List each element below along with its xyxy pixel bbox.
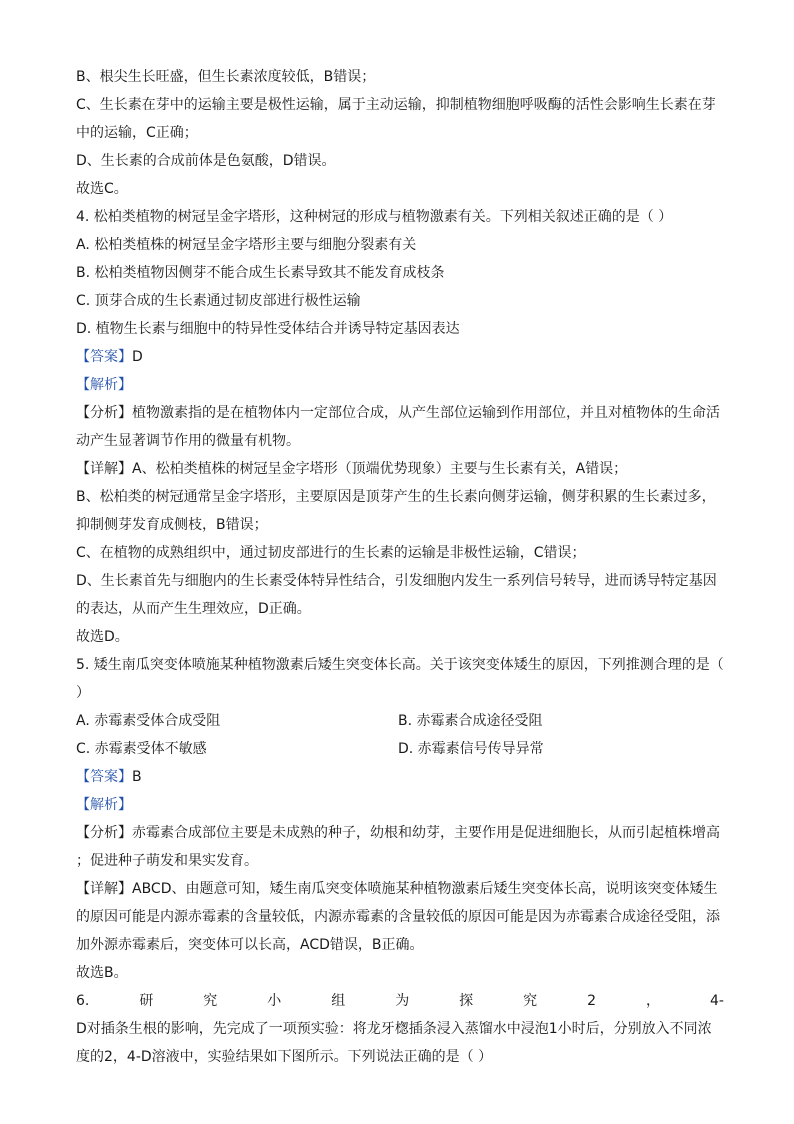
detail-paragraph <box>76 455 724 483</box>
detail-tag: 【详解】 <box>76 461 132 477</box>
text-line: D、生长素首先与细胞内的生长素受体特异性结合，引发细胞内发生一系列信号转导，进而诱导特定基因 <box>76 573 717 589</box>
text-line: 动产生显著调节作用的微量有机物。 <box>76 433 300 449</box>
text-line: ；促进种子萌发和果实发育。 <box>76 853 258 869</box>
fenxi-text: 植物激素指的是在植物体内一定部位合成，从产生部位运输到作用部位，并且对植物体的生命活 <box>132 405 720 421</box>
analysis-paragraph <box>76 399 724 427</box>
question-6-stem-justified <box>76 987 724 1015</box>
question-4-option-a: A. 松柏类植株的树冠呈金字塔形主要与细胞分裂素有关 <box>76 237 417 253</box>
detail-paragraph <box>76 875 724 903</box>
question-5-answer <box>76 763 724 791</box>
question-5-option-b: B. 赤霉素合成途径受阻 <box>398 713 543 729</box>
detail-tag: 【详解】 <box>76 881 132 897</box>
stem-word: 组 <box>331 993 346 1009</box>
text-line: B、松柏类的树冠通常呈金字塔形，主要原因是顶芽产生的生长素向侧芽运输，侧芽积累的生长素过多， <box>76 489 716 505</box>
text-line: 中的运输，C正确； <box>76 125 198 141</box>
analysis-heading: 【解析】 <box>76 797 132 813</box>
question-5-stem: 5. 矮生南瓜突变体喷施某种植物激素后矮生突变体长高。关于该突变体矮生的原因，下列推测合理的是（ <box>76 657 724 673</box>
question-4-stem: 4. 松柏类植物的树冠呈金字塔形，这种树冠的形成与植物激素有关。下列相关叙述正确的是（ ） <box>76 209 673 225</box>
stem-word: 4- <box>709 993 724 1009</box>
question-5-options-row <box>76 707 724 735</box>
answer-tag: 【答案】 <box>76 769 132 785</box>
fenxi-tag: 【分析】 <box>76 405 132 421</box>
question-5-options-row <box>76 735 724 763</box>
stem-word: 究 <box>523 993 538 1009</box>
stem-word: 2 <box>587 993 597 1009</box>
fenxi-text: 赤霉素合成部位主要是未成熟的种子，幼根和幼芽，主要作用是促进细胞长，从而引起植株增高 <box>132 825 720 841</box>
stem-word: 6. <box>76 993 90 1009</box>
text-line: 故选C。 <box>76 181 128 197</box>
analysis-paragraph <box>76 819 724 847</box>
detail-text: A、松柏类植株的树冠呈金字塔形（顶端优势现象）主要与生长素有关，A错误； <box>132 461 628 477</box>
text-line: 加外源赤霉素后，突变体可以长高，ACD错误，B正确。 <box>76 937 424 953</box>
stem-word: 小 <box>267 993 282 1009</box>
question-5-option-c: C. 赤霉素受体不敏感 <box>76 741 207 757</box>
text-line: B、根尖生长旺盛，但生长素浓度较低，B错误； <box>76 69 376 85</box>
stem-word: 究 <box>203 993 218 1009</box>
text-line: D、生长素的合成前体是色氨酸，D错误。 <box>76 153 336 169</box>
text-line: D对插条生根的影响，先完成了一项预实验：将龙牙楤插条浸入蒸馏水中浸泡1小时后，分别放入不同浓 <box>76 1021 712 1037</box>
question-4-answer <box>76 343 724 371</box>
stem-word: ， <box>646 993 660 1009</box>
text-line: C、生长素在芽中的运输主要是极性运输，属于主动运输，抑制植物细胞呼吸酶的活性会影响生长素在芽 <box>76 97 716 113</box>
text-line: ） <box>76 685 90 701</box>
text-line: 故选D。 <box>76 629 129 645</box>
text-line: 抑制侧芽发育成侧枝，B错误； <box>76 517 268 533</box>
answer-value: B <box>132 769 142 785</box>
question-4-option-c: C. 顶芽合成的生长素通过韧皮部进行极性运输 <box>76 293 361 309</box>
analysis-heading: 【解析】 <box>76 377 132 393</box>
text-line: 的原因可能是内源赤霉素的含量较低，内源赤霉素的含量较低的原因可能是因为赤霉素合成途径受阻，添 <box>76 909 720 925</box>
fenxi-tag: 【分析】 <box>76 825 132 841</box>
detail-text: ABCD、由题意可知，矮生南瓜突变体喷施某种植物激素后矮生突变体长高，说明该突变体矮生 <box>132 881 718 897</box>
answer-value: D <box>132 349 143 365</box>
stem-word: 探 <box>459 993 474 1009</box>
stem-word: 为 <box>395 993 410 1009</box>
answer-tag: 【答案】 <box>76 349 132 365</box>
text-line: C、在植物的成熟组织中，通过韧皮部进行的生长素的运输是非极性运输，C错误； <box>76 545 586 561</box>
question-4-option-b: B. 松柏类植物因侧芽不能合成生长素导致其不能发育成枝条 <box>76 265 445 281</box>
question-4-option-d: D. 植物生长素与细胞中的特异性受体结合并诱导特定基因表达 <box>76 321 460 337</box>
stem-word: 研 <box>139 993 154 1009</box>
text-line: 故选B。 <box>76 965 128 981</box>
text-line: 的表达，从而产生生理效应，D正确。 <box>76 601 311 617</box>
question-5-option-a: A. 赤霉素受体合成受阻 <box>76 713 221 729</box>
question-5-option-d: D. 赤霉素信号传导异常 <box>398 741 544 757</box>
text-line: 度的2，4-D溶液中，实验结果如下图所示。下列说法正确的是（ ） <box>76 1049 493 1065</box>
